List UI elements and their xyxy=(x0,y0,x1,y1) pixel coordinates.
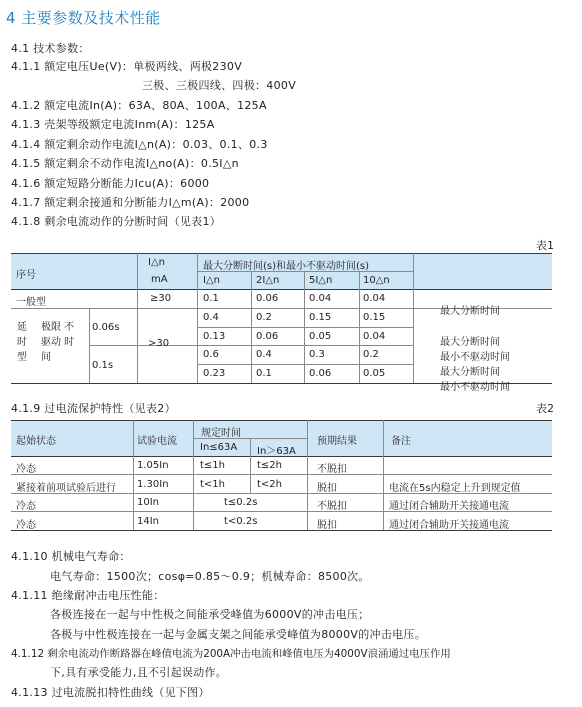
t1-delay-type: 延 时 型 xyxy=(17,322,27,363)
t2-r2-state: 紧接着前项试验后进行 xyxy=(16,483,116,494)
t2-r2-t1: t<1h xyxy=(200,479,225,490)
param-4-1-2: 4.1.2 额定电流In(A)：63A、80A、100A、125A xyxy=(11,99,267,112)
t2-r2-result: 脱扣 xyxy=(317,483,337,494)
t1-note-1: 最大分断时间 xyxy=(440,337,500,348)
t1-h-seq: 序号 xyxy=(16,270,36,281)
param-4-1: 4.1 技术参数： xyxy=(11,42,90,55)
t1-general-ma: ≥30 xyxy=(150,293,172,304)
t2-r4-state: 冷态 xyxy=(16,520,36,531)
table1-label: 表1 xyxy=(536,239,554,252)
t2-r1-current: 1.05In xyxy=(137,460,169,471)
t2-r2-note: 电流在5s内稳定上升到规定值 xyxy=(389,483,521,494)
t2-r3-note: 通过闭合辅助开关接通电流 xyxy=(389,501,509,512)
t1-note-4: 最小不驱动时间 xyxy=(440,382,510,393)
t1-r1-c2: 0.2 xyxy=(256,312,272,323)
param-4-1-6: 4.1.6 额定短路分断能力Icu(A)：6000 xyxy=(11,177,210,190)
t2-r4-current: 14In xyxy=(137,516,160,527)
t1-h-idn: I△n xyxy=(148,257,165,268)
param-4-1-12: 4.1.12 剩余电流动作断路器在峰值电流为200A冲击电流和峰值电压为4000V浪涌通过电压作用 xyxy=(11,648,451,660)
t2-h-result: 预期结果 xyxy=(317,436,357,447)
param-4-1-1-cont: 三极、三极四线、四极：400V xyxy=(142,79,297,92)
table2-label: 表2 xyxy=(536,402,554,415)
page-title: 4 主要参数及技术性能 xyxy=(6,9,161,27)
t2-r1-t2: t≤2h xyxy=(257,460,282,471)
t1-r1-c4: 0.15 xyxy=(363,312,386,323)
t1-t2: 0.1s xyxy=(92,360,114,371)
t1-r2-c3: 0.05 xyxy=(309,331,332,342)
param-4-1-1: 4.1.1 额定电压Ue(V)：单极两线、两极230V xyxy=(11,60,243,73)
param-4-1-3: 4.1.3 壳架等级额定电流Inm(A)：125A xyxy=(11,118,215,131)
t1-h-c3: 5I△n xyxy=(309,275,333,286)
t2-r3-current: 10In xyxy=(137,497,160,508)
param-4-1-12-cont: 下,具有承受能力,且不引起误动作。 xyxy=(50,666,228,679)
t1-t1: 0.06s xyxy=(92,322,120,333)
t1-r2-c1: 0.13 xyxy=(203,331,226,342)
t2-r3-state: 冷态 xyxy=(16,501,36,512)
t2-r3-result: 不脱扣 xyxy=(317,501,347,512)
t2-r4-note: 通过闭合辅助开关接通电流 xyxy=(389,520,509,531)
param-4-1-13: 4.1.13 过电流脱扣特性曲线（见下图） xyxy=(11,686,210,699)
t2-h-note: 备注 xyxy=(391,436,411,447)
t1-r2-c4: 0.04 xyxy=(363,331,386,342)
t2-r4-result: 脱扣 xyxy=(317,520,337,531)
t1-general-v2: 0.06 xyxy=(256,293,279,304)
t1-note-3: 最大分断时间 xyxy=(440,367,500,378)
t1-h-ma: mA xyxy=(151,274,168,285)
t1-h-c1: I△n xyxy=(203,275,220,286)
param-4-1-11-line2: 各极与中性极连接在一起与金属支架之间能承受峰值为8000V的冲击电压。 xyxy=(50,628,427,641)
t2-r1-state: 冷态 xyxy=(16,464,36,475)
param-4-1-10: 4.1.10 机械电气寿命： xyxy=(11,550,131,563)
t2-r1-t1: t≤1h xyxy=(200,460,225,471)
param-4-1-7: 4.1.7 额定剩余接通和分断能力I△m(A)：2000 xyxy=(11,196,250,209)
t2-r2-current: 1.30In xyxy=(137,479,169,490)
t1-general-note: 最大分断时间 xyxy=(440,306,500,317)
t1-h-c4: 10△n xyxy=(363,275,390,286)
t1-general-v3: 0.04 xyxy=(309,293,332,304)
t1-r4-c2: 0.1 xyxy=(256,368,272,379)
t1-r3-c2: 0.4 xyxy=(256,349,272,360)
param-4-1-10-detail: 电气寿命：1500次；cosφ=0.85～0.9；机械寿命：8500次。 xyxy=(50,570,370,583)
t2-r3-time: t≤0.2s xyxy=(224,497,258,508)
t1-r3-c1: 0.6 xyxy=(203,349,219,360)
t1-h-group: 最大分断时间(s)和最小不驱动时间(s) xyxy=(203,261,370,272)
param-4-1-11-line1: 各极连接在一起与中性极之间能承受峰值为6000V的冲击电压； xyxy=(50,608,370,621)
t2-h-time: 规定时间 xyxy=(201,428,241,439)
param-4-1-8: 4.1.8 剩余电流动作的分断时间（见表1） xyxy=(11,215,222,228)
t1-general-v1: 0.1 xyxy=(203,293,219,304)
t1-r3-c4: 0.2 xyxy=(363,349,379,360)
t1-h-c2: 2I△n xyxy=(256,275,280,286)
t2-r1-result: 不脱扣 xyxy=(317,464,347,475)
t1-r3-c3: 0.3 xyxy=(309,349,325,360)
t1-r2-c2: 0.06 xyxy=(256,331,279,342)
param-4-1-11: 4.1.11 绝缘耐冲击电压性能： xyxy=(11,589,165,602)
t1-general-v4: 0.04 xyxy=(363,293,386,304)
t1-general: 一般型 xyxy=(16,297,46,308)
param-4-1-5: 4.1.5 额定剩余不动作电流I△no(A)：0.5I△n xyxy=(11,157,239,170)
t1-r1-c1: 0.4 xyxy=(203,312,219,323)
t1-limit-time: 极限 不驱动 时间 xyxy=(41,322,75,363)
param-4-1-9: 4.1.9 过电流保护特性（见表2） xyxy=(11,402,176,415)
t2-h-t2: In＞63A xyxy=(257,446,296,457)
t1-r4-c4: 0.05 xyxy=(363,368,386,379)
t2-r4-time: t<0.2s xyxy=(224,516,258,527)
t2-h-current: 试验电流 xyxy=(137,436,177,447)
t1-r4-c1: 0.23 xyxy=(203,368,226,379)
t2-h-t1: In≤63A xyxy=(200,442,238,453)
t1-r4-c3: 0.06 xyxy=(309,368,332,379)
t1-note-2: 最小不驱动时间 xyxy=(440,352,510,363)
t2-h-state: 起始状态 xyxy=(16,436,56,447)
param-4-1-4: 4.1.4 额定剩余动作电流I△n(A)：0.03、0.1、0.3 xyxy=(11,138,268,151)
t2-r2-t2: t<2h xyxy=(257,479,282,490)
t1-delay-ma: >30 xyxy=(148,338,170,349)
t1-r1-c3: 0.15 xyxy=(309,312,332,323)
